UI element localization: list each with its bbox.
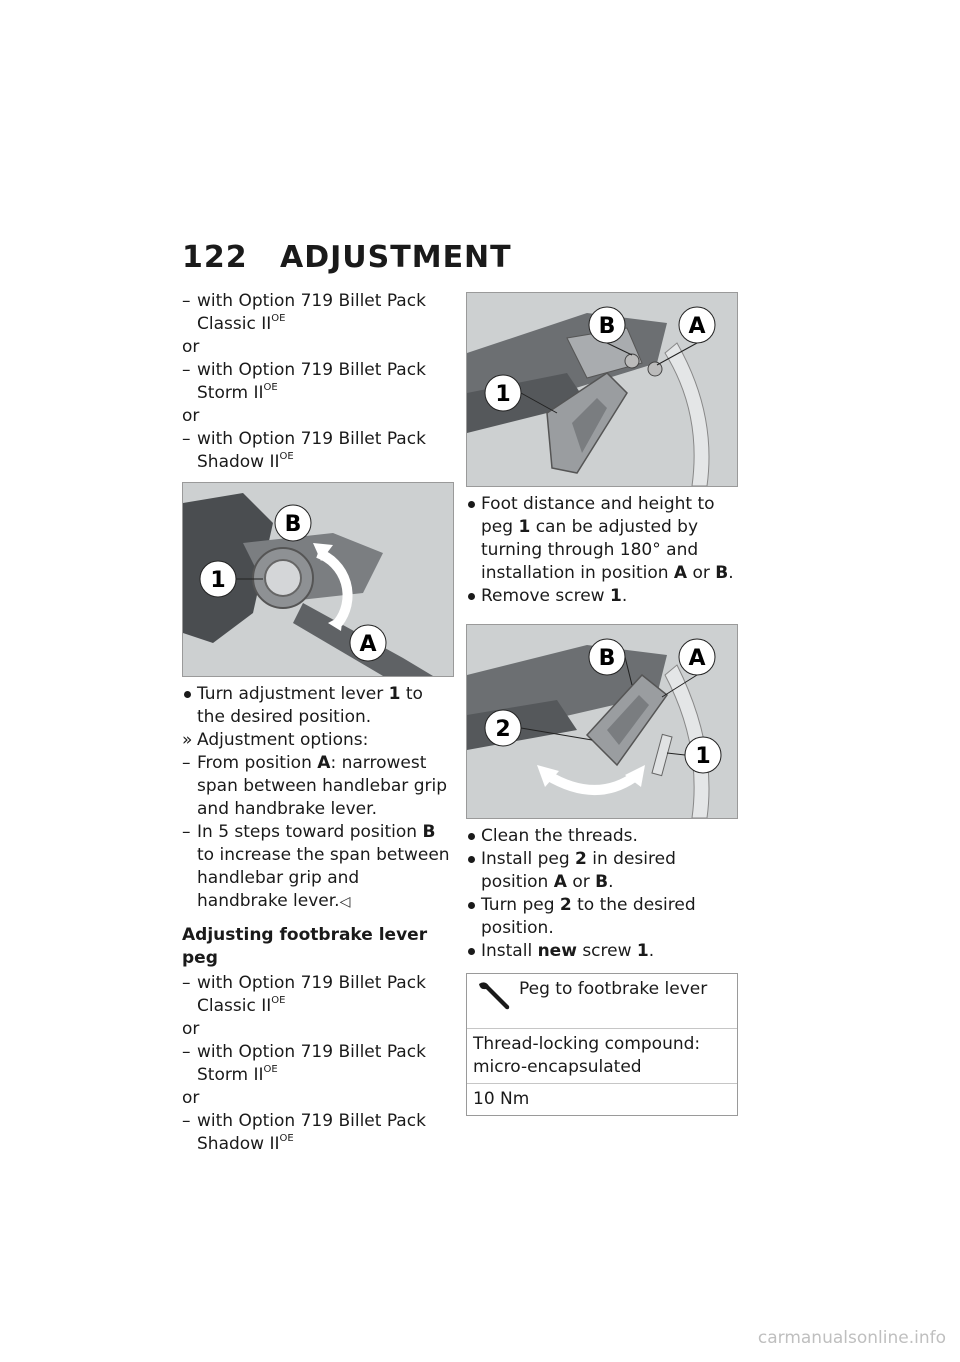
option-item: – with Option 719 Billet Pack Storm $II^{OE}$ [182,360,426,403]
option-item: – with Option 719 Billet Pack Storm $II^{OE}$ [182,1042,426,1085]
callout-2: 2 [495,717,511,742]
step-foot-distance: Foot distance and height to peg 1 can be adjusted by turning through 180° and installation in position A or B. [466,493,738,585]
figure-peg-install [466,624,738,819]
callout-b: B [284,512,302,537]
option-item: – with Option 719 Billet Pack Classic $II^{OE}$ [182,291,426,334]
torque-spec-title-row [467,974,737,1028]
peg-install-illustration [467,625,737,818]
torque-spec-value: 10 Nm [467,1083,737,1115]
result-adjustment-options: » Adjustment options: [182,730,369,750]
section-title: Adjusting footbrake lever peg [182,925,428,968]
page-number: 122 [182,240,248,275]
callout-1: 1 [210,568,226,593]
step-turn-lever: Turn adjustment lever 1 to the desired position. [182,683,454,729]
step-clean-threads: Clean the threads. [466,825,738,848]
step-remove-screw: Remove screw 1. [466,585,738,608]
or-text: or [182,406,200,426]
torque-spec-title: Peg to footbrake lever [519,979,708,999]
step-install-peg: Install peg 2 in desired position A or B. [466,848,738,894]
callout-b: B [598,646,616,671]
callout-b: B [598,314,616,339]
right-column [466,292,738,1116]
figure-footpeg-positions [466,292,738,487]
callout-a: A [688,314,706,339]
left-column [182,290,454,1156]
callout-1: 1 [495,382,511,407]
step-turn-peg: Turn peg 2 to the desired position. [466,894,738,940]
page-header [182,240,512,275]
callout-a: A [688,646,706,671]
or-text: or [182,1088,200,1108]
torque-spec-table [466,973,738,1116]
footpeg-positions-illustration [467,293,737,486]
option-list-top [182,290,454,474]
end-mark: ◁ [339,894,351,910]
option-item: – with Option 719 Billet Pack Classic $II^{OE}$ [182,973,426,1016]
step-install-screw: Install new screw 1. [466,940,738,963]
torque-spec-compound: Thread-locking compound: micro-encapsulated [467,1028,737,1083]
option-item: – with Option 719 Billet Pack Shadow $II^{OE}$ [182,1111,426,1154]
option-position-a: – From position A: narrowest span between handlebar grip and handbrake lever. [182,753,447,819]
option-list-bottom [182,972,454,1156]
option-item: – with Option 719 Billet Pack Shadow $II^{OE}$ [182,429,426,472]
chapter-title: ADJUSTMENT [280,240,512,275]
callout-a: A [359,632,377,657]
figure-handbrake-lever [182,482,454,677]
wrench-icon [477,980,513,1019]
handbrake-lever-illustration [183,483,453,676]
callout-1: 1 [695,744,711,769]
option-position-b: – In 5 steps toward position B to increase the span between handlebar grip and handbrake lever.◁ [182,822,450,911]
or-text: or [182,1019,200,1039]
or-text: or [182,337,200,357]
footer-watermark: carmanualsonline.info [757,1328,946,1348]
